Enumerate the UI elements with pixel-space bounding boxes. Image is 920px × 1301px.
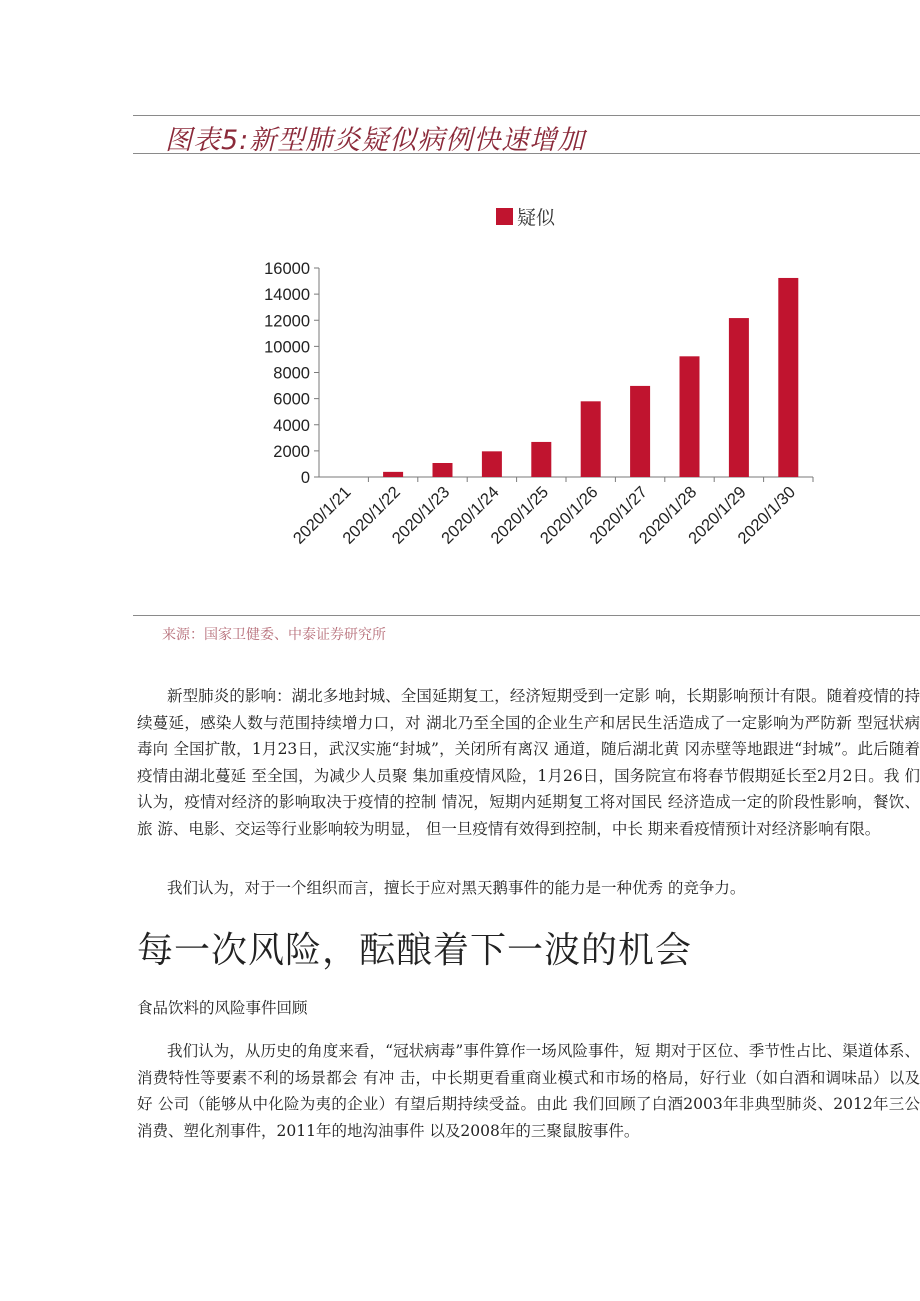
source-rule <box>133 615 920 616</box>
y-tick-label: 2000 <box>273 442 310 461</box>
bar <box>383 472 403 477</box>
bar <box>680 356 700 477</box>
title-rule <box>133 153 920 154</box>
x-tick-label: 2020/1/26 <box>536 483 602 548</box>
x-tick-label: 2020/1/24 <box>438 483 503 548</box>
y-tick-label: 14000 <box>264 286 310 305</box>
legend-swatch <box>496 208 513 225</box>
paragraph-history: 我们认为，从历史的角度来看，“冠状病毒”事件算作一场风险事件，短 期对于区位、季节性占比、渠道体系、消费特性等要素不利的场景都会 有冲 击，中长期更看重商业模式和市场的格局，好行业（如白酒和调味品）以及好 公司（能够从中化险为夷的企业）有望后期持续受益。由此 我们回顾了白酒2003年非典型肺炎、2012年三公消费、塑化剂事件，2011年的地沟油事件 以及2008年的三聚鼠胺事件。 <box>137 1042 920 1140</box>
paragraph-impact: 新型肺炎的影响：湖北多地封城、全国延期复工，经济短期受到一定影 响，长期影响预计有限。随着疫情的持续蔓延，感染人数与范围持续增力口，对 湖北乃至全国的企业生产和居民生活造成了一定影响为严防新 型冠状病毒向 全国扩散，1月23日，武汉实施“封城”，关闭所有离汉 通道，随后湖北黄 冈赤壁等地跟进“封城”。此后随着疫情由湖北蔓延 至全国，为减少人员聚 集加重疫情风险，1月26日，国务院宣布将春节假期延长至2月2日。我 们认为，疫情对经济的影响取决于疫情的控制 情况，短期内延期复工将对国民 经济造成一定的阶段性影响，餐饮、旅 游、电影、交运等行业影响较为明显， 但一旦疫情有效得到控制，中长 期来看疫情预计对经济影响有限。 <box>137 687 920 838</box>
suspected-cases-bar-chart <box>200 195 840 605</box>
y-tick-label: 0 <box>300 469 310 487</box>
y-tick-label: 12000 <box>264 312 310 331</box>
y-tick-label: 10000 <box>264 338 310 357</box>
x-tick-label: 2020/1/25 <box>487 483 553 548</box>
bar <box>778 278 798 477</box>
bar <box>433 463 453 477</box>
section-heading: 每一次风险，酝酿着下一波的机会 <box>137 930 693 971</box>
x-tick-label: 2020/1/23 <box>388 483 454 548</box>
bar <box>482 451 502 477</box>
x-tick-label: 2020/1/28 <box>635 483 701 548</box>
y-tick-label: 4000 <box>273 416 310 435</box>
section-subheading: 食品饮料的风险事件回顾 <box>137 999 308 1017</box>
x-tick-label: 2020/1/22 <box>339 483 404 548</box>
y-tick-label: 6000 <box>273 390 310 409</box>
y-tick-label: 8000 <box>273 364 310 383</box>
bar <box>630 386 650 477</box>
x-tick-label: 2020/1/30 <box>734 483 800 548</box>
paragraph-competitiveness: 我们认为，对于一个组织而言，擅长于应对黑天鹅事件的能力是一种优秀 的竞争力。 <box>167 879 746 897</box>
x-tick-label: 2020/1/21 <box>289 483 355 548</box>
bar <box>581 401 601 477</box>
bar <box>729 318 749 477</box>
bar <box>531 442 551 477</box>
figure-title: 图表5:新型肺炎疑似病例快速增加 <box>165 125 586 156</box>
x-tick-label: 2020/1/29 <box>685 483 750 548</box>
top-rule <box>133 115 920 116</box>
figure-source: 来源：国家卫健委、中泰证券研究所 <box>162 627 386 643</box>
y-tick-label: 16000 <box>264 260 310 278</box>
legend-label: 疑似 <box>517 207 556 229</box>
x-tick-label: 2020/1/27 <box>586 483 651 548</box>
